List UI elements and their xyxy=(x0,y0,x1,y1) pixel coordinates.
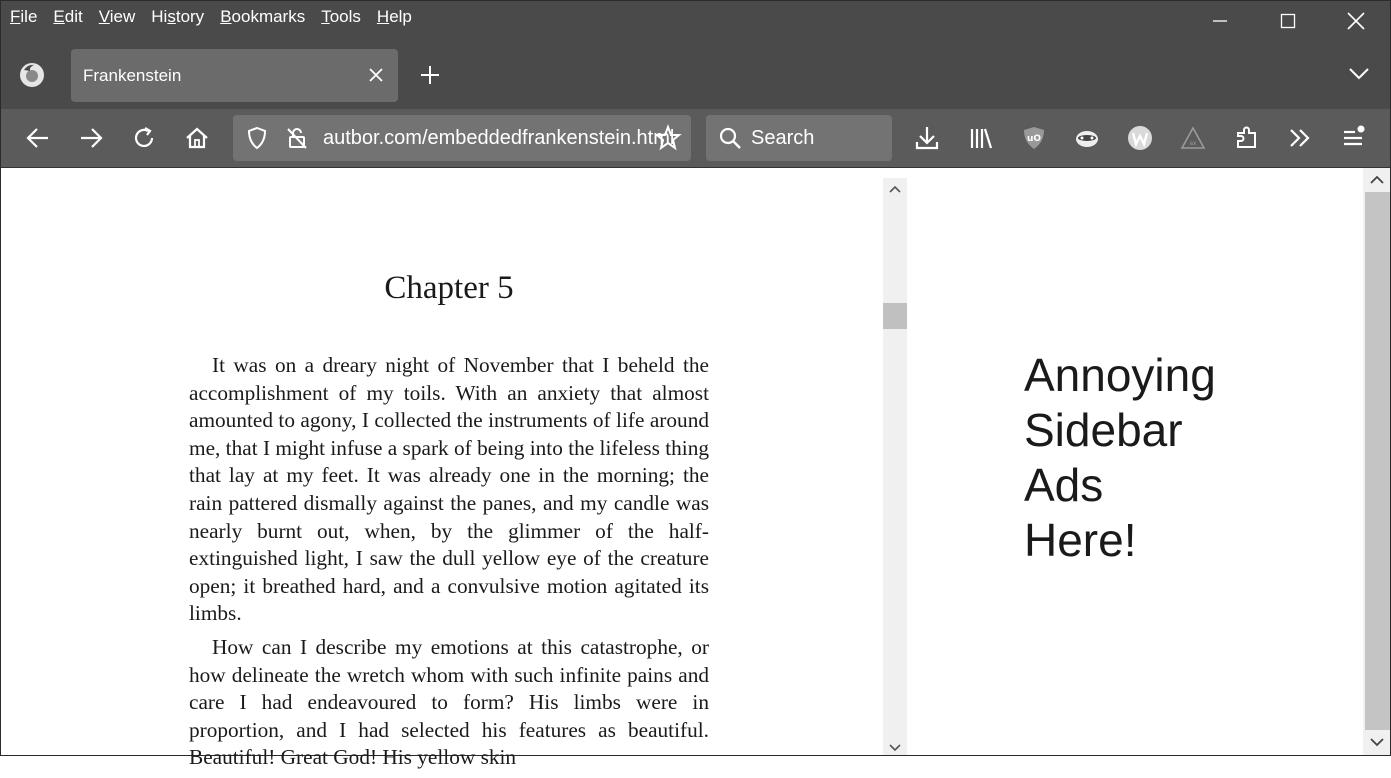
sidebar-ad-text: Annoying Sidebar Ads Here! xyxy=(1024,349,1216,566)
scroll-up-arrow-icon[interactable] xyxy=(888,184,902,194)
ublock-origin-extension-icon[interactable] xyxy=(1021,125,1047,151)
list-all-tabs-chevron-down-icon[interactable] xyxy=(1348,66,1370,82)
maximize-button[interactable] xyxy=(1254,1,1322,41)
menu-bar xyxy=(1,1,420,33)
reload-icon[interactable] xyxy=(131,125,157,151)
downloads-icon[interactable] xyxy=(914,125,940,151)
maximize-icon xyxy=(1280,13,1296,29)
menu-edit-label: dit xyxy=(64,7,83,26)
firefox-logo-icon[interactable] xyxy=(19,62,45,88)
close-icon xyxy=(1347,12,1365,30)
new-tab-plus-icon[interactable] xyxy=(419,64,441,86)
search-bar[interactable] xyxy=(706,115,892,161)
article-scrollbar[interactable] xyxy=(883,178,907,755)
embedded-article-frame[interactable] xyxy=(1,168,883,770)
menu-view-access-key: V xyxy=(98,7,110,26)
close-window-button[interactable] xyxy=(1322,1,1390,41)
hamburger-menu-icon[interactable] xyxy=(1341,125,1367,151)
menu-bookmarks[interactable] xyxy=(212,1,313,33)
home-icon[interactable] xyxy=(184,125,210,151)
close-tab-icon[interactable] xyxy=(368,67,384,83)
title-bar xyxy=(1,1,1390,109)
page-scroll-up-arrow-icon[interactable] xyxy=(1369,174,1385,186)
paragraph-2: How can I describe my emotions at this catastrophe, or how delineate the wretch whom with such infinite pains and care I had endeavoured to form? His limbs were in proportion, and I had selected his features as beautiful. Beautiful! Great God! His yellow skin xyxy=(189,634,709,770)
url-text: autbor.com/embeddedfrankenstein.html xyxy=(323,127,675,149)
menu-tools[interactable] xyxy=(313,1,369,33)
tab-title: Frankenstein xyxy=(83,66,182,85)
page-scrollbar[interactable] xyxy=(1363,168,1390,755)
axe-devtools-extension-icon[interactable] xyxy=(1180,125,1206,151)
insecure-lock-icon[interactable] xyxy=(285,126,309,150)
sidebar-ad xyxy=(907,168,1363,755)
chapter-body xyxy=(189,352,709,778)
minimize-button[interactable] xyxy=(1186,1,1254,41)
paragraph-1: It was on a dreary night of November that I beheld the accomplishment of my toils. With an anxiety that almost amounted to agony, I collected the instruments of life around me, that I might infuse a spark of being into the lifeless thing that lay at my feet. It was already one in the morning; the rain pattered dismally against the panes, and my candle was nearly burnt out, when, by the glimmer of the half-extinguished light, I saw the dull yellow eye of the creature open; it breathed hard, and a convulsive motion agitated its limbs. xyxy=(189,353,709,626)
wappalyzer-extension-icon[interactable] xyxy=(1127,125,1153,151)
address-bar[interactable] xyxy=(233,115,691,161)
library-icon[interactable] xyxy=(968,125,994,151)
minimize-icon xyxy=(1212,13,1228,29)
search-placeholder: Search xyxy=(751,127,815,149)
navigation-toolbar xyxy=(1,109,1390,168)
tab-frankenstein[interactable] xyxy=(71,49,398,102)
chapter-title: Chapter 5 xyxy=(384,270,514,306)
menu-help-access-key: H xyxy=(376,7,390,26)
page-scrollbar-thumb[interactable] xyxy=(1365,192,1390,730)
menu-history-prefix: Hi xyxy=(151,7,168,26)
menu-view[interactable] xyxy=(91,1,144,33)
menu-history[interactable] xyxy=(143,1,212,33)
window-controls xyxy=(1186,1,1390,41)
menu-help-label: elp xyxy=(389,7,412,26)
menu-file-label: ile xyxy=(20,7,38,26)
menu-bookmarks-label: ookmarks xyxy=(231,7,306,26)
forward-arrow-icon[interactable] xyxy=(78,125,104,151)
scroll-down-arrow-icon[interactable] xyxy=(888,743,902,753)
svg-text:uO: uO xyxy=(1026,134,1042,144)
page-scroll-down-arrow-icon[interactable] xyxy=(1369,736,1385,748)
bookmark-star-icon[interactable] xyxy=(655,125,681,151)
article-scrollbar-thumb[interactable] xyxy=(883,303,907,329)
menu-file[interactable] xyxy=(1,1,45,33)
back-arrow-icon[interactable] xyxy=(25,125,51,151)
menu-edit[interactable] xyxy=(45,1,90,33)
svg-text:ax: ax xyxy=(1189,140,1197,147)
menu-tools-label: ools xyxy=(329,7,361,26)
privacy-badger-extension-icon[interactable] xyxy=(1074,125,1100,151)
menu-help[interactable] xyxy=(369,1,420,33)
page-content xyxy=(1,168,1390,770)
tracking-protection-shield-icon[interactable] xyxy=(245,126,269,150)
menu-tools-access-key: T xyxy=(321,7,330,26)
menu-history-access-key: s xyxy=(167,7,176,26)
overflow-chevrons-icon[interactable] xyxy=(1287,125,1313,151)
menu-bookmarks-access-key: B xyxy=(220,7,232,26)
menu-file-access-key: F xyxy=(10,7,21,26)
extensions-puzzle-icon[interactable] xyxy=(1234,125,1260,151)
search-icon xyxy=(718,126,742,150)
menu-view-label: iew xyxy=(109,7,136,26)
menu-history-label: tory xyxy=(175,7,205,26)
menu-edit-access-key: E xyxy=(53,7,65,26)
